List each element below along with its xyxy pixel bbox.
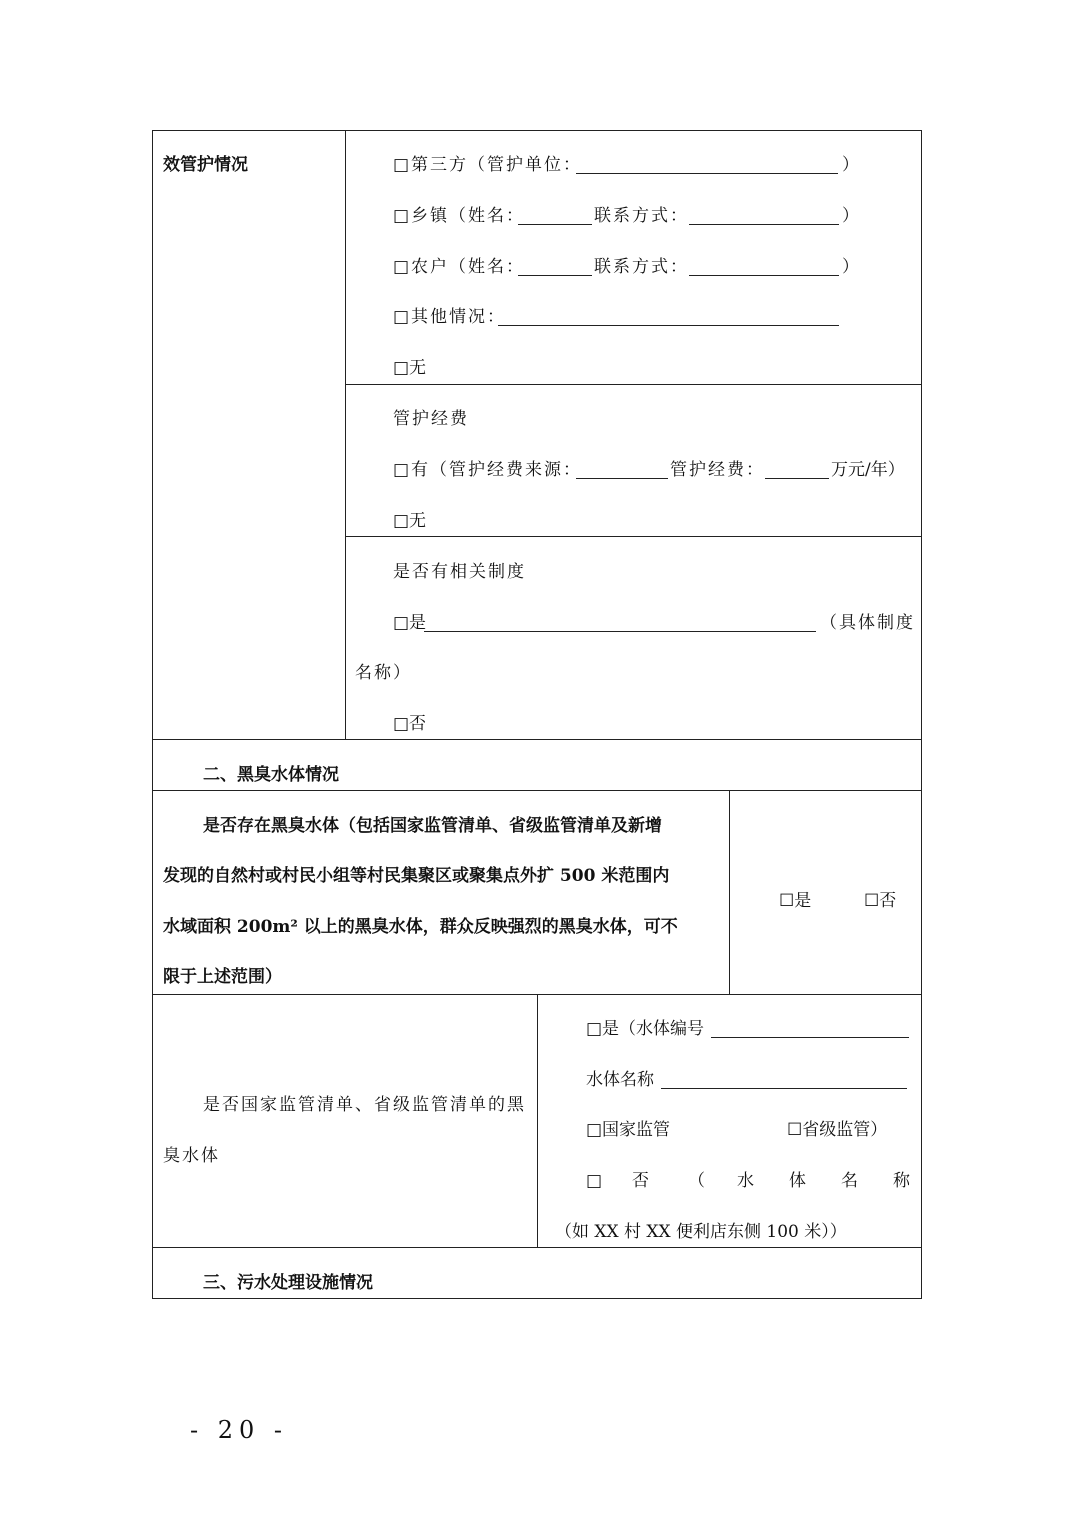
black-water-question-line: 水域面积 200m² 以上的黑臭水体，群众反映强烈的黑臭水体，可不 [163,917,678,937]
water-no-text: 名 [841,1171,858,1191]
funds-source-field[interactable] [576,478,668,479]
black-water-question-line: 限于上述范围） [163,967,282,987]
black-water-question-line: 是否存在黑臭水体（包括国家监管清单、省级监管清单及新增 [203,816,662,836]
national-list-question: 是否国家监管清单、省级监管清单的黑 [203,1095,526,1115]
system-name-hint: （具体制度 [820,613,915,633]
funds-has-option[interactable]: □有（管护经费来源： [393,460,583,480]
mgmt-label: 效管护情况 [163,155,248,175]
water-no-text: 水 [737,1171,754,1191]
black-water-question-line: 发现的自然村或村民小组等村民集聚区或聚集点外扩 500 米范围内 [163,866,670,886]
water-no-paren: （ [688,1171,705,1191]
system-name-field[interactable] [424,631,816,632]
other-option[interactable]: □其他情况： [393,307,507,327]
funds-none-option[interactable]: □无 [393,511,427,531]
black-water-no-option[interactable]: ☐否 [864,891,897,911]
black-water-yes-option[interactable]: ☐是 [779,891,812,911]
column-divider [345,130,346,739]
water-no-label: 否 [632,1171,649,1191]
system-name-hint-wrap: 名称） [355,663,412,683]
water-no-example: （如 XX 村 XX 便利店东侧 100 米）） [555,1222,847,1242]
township-name-field[interactable] [518,224,592,225]
section3-heading: 三、污水处理设施情况 [203,1273,373,1293]
national-supervision-option[interactable]: □国家监管 [586,1120,671,1140]
system-title: 是否有相关制度 [393,562,526,582]
section2-heading: 二、黑臭水体情况 [203,765,339,785]
funds-amount-label: 管护经费： [670,460,765,480]
township-contact-label: 联系方式： [594,206,689,226]
farmer-name-field[interactable] [518,275,592,276]
water-id-field[interactable] [711,1037,909,1038]
paren-close: ） [842,206,859,226]
page-number: - 20 - [190,1416,289,1444]
provincial-supervision-option[interactable]: ☐省级监管） [787,1120,888,1140]
farmer-option[interactable]: □农户（姓名： [393,257,526,277]
township-option[interactable]: □乡镇（姓名： [393,206,526,226]
row-divider [345,384,922,385]
water-no-option[interactable]: □ [586,1171,603,1191]
row-divider [152,790,922,791]
row-divider [345,536,922,537]
other-situation-field[interactable] [498,325,839,326]
third-party-unit-field[interactable] [576,173,838,174]
none-option[interactable]: □无 [393,358,427,378]
system-yes-option[interactable]: □是 [393,613,427,633]
funds-unit: 万元/年） [831,460,905,480]
funds-amount-field[interactable] [765,478,829,479]
water-yes-option[interactable]: □是（水体编号 [586,1019,705,1039]
water-name-field[interactable] [661,1088,907,1089]
funds-title: 管护经费 [393,409,469,429]
system-no-option[interactable]: □否 [393,714,427,734]
farmer-contact-label: 联系方式： [594,257,689,277]
national-list-question-wrap: 臭水体 [163,1146,220,1166]
paren-close: ） [842,155,859,175]
column-divider [729,790,730,994]
paren-close: ） [842,257,859,277]
column-divider [537,994,538,1247]
water-no-text: 称 [893,1171,910,1191]
row-divider [152,739,922,740]
farmer-contact-field[interactable] [689,275,839,276]
third-party-option[interactable]: □第三方（管护单位： [393,155,583,175]
water-no-text: 体 [789,1171,806,1191]
row-divider [152,1247,922,1248]
water-name-label: 水体名称 [586,1070,654,1090]
township-contact-field[interactable] [689,224,839,225]
